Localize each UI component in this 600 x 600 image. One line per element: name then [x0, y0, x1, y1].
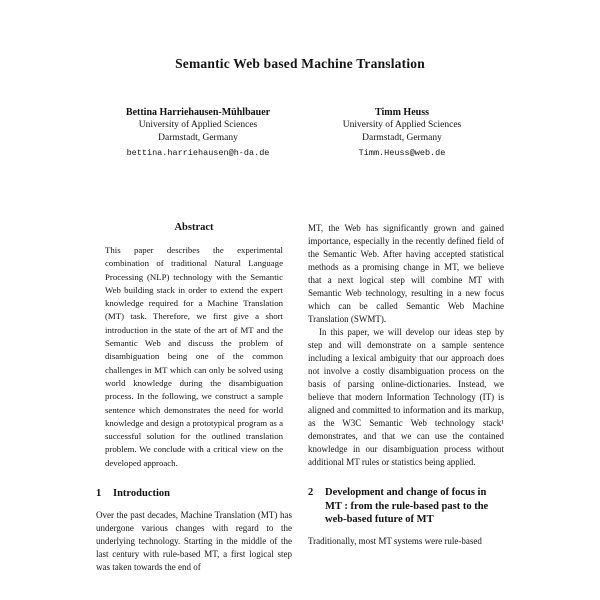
author-1-name: Bettina Harriehausen-Mühlbauer [125, 107, 271, 118]
body-paragraph-1: MT, the Web has significantly grown and gained importance, especially in the recently defined field of the Semantic Web. After having accepted statistical methods as a promising change in MT, we believe that a next logical step will combine MT with Semantic Web technology, resulting in a new focus which can be called Semantic Web Machine Translation (SWMT). [308, 223, 504, 324]
section-2-paragraph: Traditionally, most MT systems were rule-based [308, 535, 482, 546]
section-1-number: 1 [96, 488, 102, 500]
right-column [308, 222, 504, 574]
section-2-title: Development and change of focus in MT : from the rule-based past to the web-based future of MT [325, 487, 489, 525]
author-2-location: Darmstadt, Germany [362, 133, 442, 143]
author-2-name: Timm Heuss [375, 107, 429, 118]
section-1-heading [96, 487, 292, 501]
paper-title: Semantic Web based Machine Translation [175, 56, 425, 71]
author-1-email: bettina.harriehausen@h-da.de [126, 148, 270, 158]
section-2-heading [308, 486, 504, 527]
author-1-location: Darmstadt, Germany [158, 133, 238, 143]
author-block [96, 106, 504, 160]
abstract-text: This paper describes the experimental combination of traditional Natural Language Processing (NLP) technology with the Semantic Web building stack in order to extend the expert knowledge required for a Machine Translation (MT) task. Therefore, we first give a short introduction in the state of the art of MT and the Semantic Web and discuss the problem of disambiguation being one of the common challenges in MT which can only be solved using world knowledge during the disambiguation process. In the following, we construct a sample sentence which demonstrates the need for world knowledge and design a prototypical program as a successful solution for the outlined translation problem. We conclude with a critical view on the developed approach. [105, 245, 283, 468]
author-2-affiliation: University of Applied Sciences [342, 120, 462, 130]
author-1 [96, 106, 300, 160]
section-2-number: 2 [308, 487, 314, 498]
author-2 [300, 106, 504, 160]
two-column-body [96, 222, 504, 574]
author-1-affiliation: University of Applied Sciences [138, 120, 258, 130]
introduction-paragraph: Over the past decades, Machine Translation (MT) has undergone various changes with regard to the underlying technology. Starting in the middle of the last century with rule-based MT, a first logical step was taken towards the end of [96, 509, 292, 572]
body-paragraph-2: In this paper, we will develop our ideas step by step and will demonstrate on a sample sentence including a lexical ambiguity that our approach does not involve a costly disambiguation process on the basis of parsing online-dictionaries. Instead, we believe that modern Information Technology (IT) is aligned and committed to information and its markup, as the W3C Semantic Web technology stack¹ demonstrates, and that we can use the contained knowledge in our disambiguation process without additional MT rules or statistics being applied. [308, 327, 504, 467]
left-column [96, 222, 292, 574]
abstract-heading: Abstract [174, 222, 214, 233]
section-1-title: Introduction [113, 488, 170, 500]
author-2-email: Timm.Heuss@web.de [358, 148, 446, 158]
